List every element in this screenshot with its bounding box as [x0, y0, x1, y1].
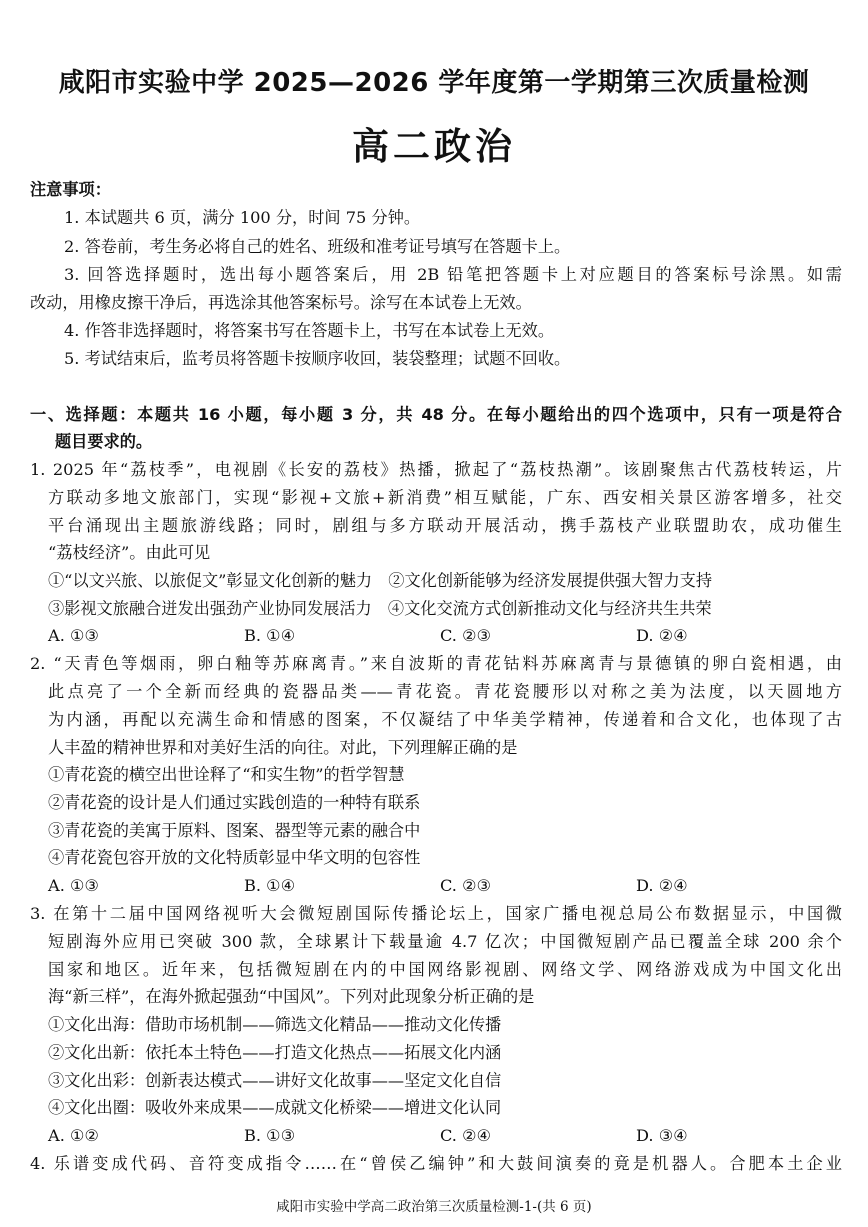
question-3-item: ②文化出新：依托本土特色——打造文化热点——拓展文化内涵: [48, 1043, 502, 1062]
question-3-text: 3. 在第十二届中国网络视听大会微短剧国际传播论坛上，国家广播电视总局公布数据显示，中国微: [30, 904, 842, 923]
question-2-text: 人丰盈的精神世界和对美好生活的向往。对此，下列理解正确的是: [48, 738, 518, 757]
option-d: D. ②④: [636, 626, 688, 645]
option-c: C. ②③: [440, 876, 492, 895]
subject-title: 高二政治: [352, 125, 516, 168]
page-footer: 咸阳市实验中学高二政治第三次质量检测-1-(共 6 页): [276, 1199, 592, 1215]
question-2-item: ③青花瓷的美寓于原料、图案、器型等元素的融合中: [48, 821, 421, 840]
notice-item: 5. 考试结束后，监考员将答题卡按顺序收回，装袋整理；试题不回收。: [64, 349, 571, 368]
question-4-text: 4. 乐谱变成代码、音符变成指令……在“曾侯乙编钟”和大鼓间演奏的竟是机器人。合肥本土企业: [30, 1154, 842, 1173]
question-3-text: 海“新三样”，在海外掀起强劲“中国风”。下列对此现象分析正确的是: [48, 987, 535, 1006]
question-1-item: ①“以文兴旅、以旅促文”彰显文化创新的魅力 ②文化创新能够为经济发展提供强大智力支持: [48, 571, 713, 590]
option-c: C. ②④: [440, 1126, 492, 1145]
option-b: B. ①④: [244, 876, 296, 895]
question-3-item: ④文化出圈：吸收外来成果——成就文化桥梁——增进文化认同: [48, 1098, 502, 1117]
question-1-text: “荔枝经济”。由此可见: [48, 543, 211, 562]
question-1-item: ③影视文旅融合迸发出强劲产业协同发展活力 ④文化交流方式创新推动文化与经济共生共荣: [48, 599, 712, 618]
question-2-item: ②青花瓷的设计是人们通过实践创造的一种特有联系: [48, 793, 421, 812]
exam-title: 咸阳市实验中学 2025—2026 学年度第一学期第三次质量检测: [58, 68, 810, 98]
notice-heading: 注意事项：: [30, 180, 111, 199]
section-heading: 一、选择题：本题共 16 小题，每小题 3 分，共 48 分。在每小题给出的四个选项中，只有一项是符合: [30, 405, 842, 424]
option-b: B. ①④: [244, 626, 296, 645]
notice-item: 4. 作答非选择题时，将答案书写在答题卡上，书写在本试卷上无效。: [64, 321, 555, 340]
question-3-text: 国家和地区。近年来，包括微短剧在内的中国网络影视剧、网络文学、网络游戏成为中国文化出: [48, 960, 842, 979]
question-2-item: ①青花瓷的横空出世诠释了“和实生物”的哲学智慧: [48, 765, 405, 784]
option-b: B. ①③: [244, 1126, 296, 1145]
option-a: A. ①③: [48, 876, 100, 895]
notice-item-continued: 改动，用橡皮擦干净后，再选涂其他答案标号。涂写在本试卷上无效。: [30, 293, 532, 312]
option-d: D. ③④: [636, 1126, 688, 1145]
question-3-item: ①文化出海：借助市场机制——筛选文化精品——推动文化传播: [48, 1015, 502, 1034]
option-c: C. ②③: [440, 626, 492, 645]
option-a: A. ①②: [48, 1126, 100, 1145]
question-2-text: 2. “天青色等烟雨，卵白釉等苏麻离青。”来自波斯的青花钴料苏麻离青与景德镇的卵白瓷相遇，由: [30, 654, 842, 673]
section-heading-continued: 题目要求的。: [55, 432, 153, 451]
notice-item: 2. 答卷前，考生务必将自己的姓名、班级和准考证号填写在答题卡上。: [64, 237, 571, 256]
notice-item: 1. 本试题共 6 页，满分 100 分，时间 75 分钟。: [64, 208, 421, 227]
question-3-text: 短剧海外应用已突破 300 款，全球累计下载量逾 4.7 亿次；中国微短剧产品已覆盖全球 200 余个: [48, 932, 842, 951]
option-a: A. ①③: [48, 626, 100, 645]
question-2-item: ④青花瓷包容开放的文化特质彰显中华文明的包容性: [48, 848, 421, 867]
question-2-text: 此点亮了一个全新而经典的瓷器品类——青花瓷。青花瓷腰形以对称之美为法度，以天圆地方: [48, 682, 842, 701]
question-2-text: 为内涵，再配以充满生命和情感的图案，不仅凝结了中华美学精神，传递着和合文化，也体现了古: [48, 710, 842, 729]
option-d: D. ②④: [636, 876, 688, 895]
question-3-item: ③文化出彩：创新表达模式——讲好文化故事——坚定文化自信: [48, 1071, 502, 1090]
question-1-text: 1. 2025 年“荔枝季”，电视剧《长安的荔枝》热播，掀起了“荔枝热潮”。该剧聚焦古代荔枝转运，片: [30, 460, 842, 479]
notice-item: 3. 回答选择题时，选出每小题答案后，用 2B 铅笔把答题卡上对应题目的答案标号涂黑。如需: [64, 265, 842, 284]
question-1-text: 方联动多地文旅部门，实现“影视+文旅+新消费”相互赋能，广东、西安相关景区游客增多，社交: [48, 488, 842, 507]
question-1-text: 平台涌现出主题旅游线路；同时，剧组与多方联动开展活动，携手荔枝产业联盟助农，成功催生: [48, 516, 842, 535]
